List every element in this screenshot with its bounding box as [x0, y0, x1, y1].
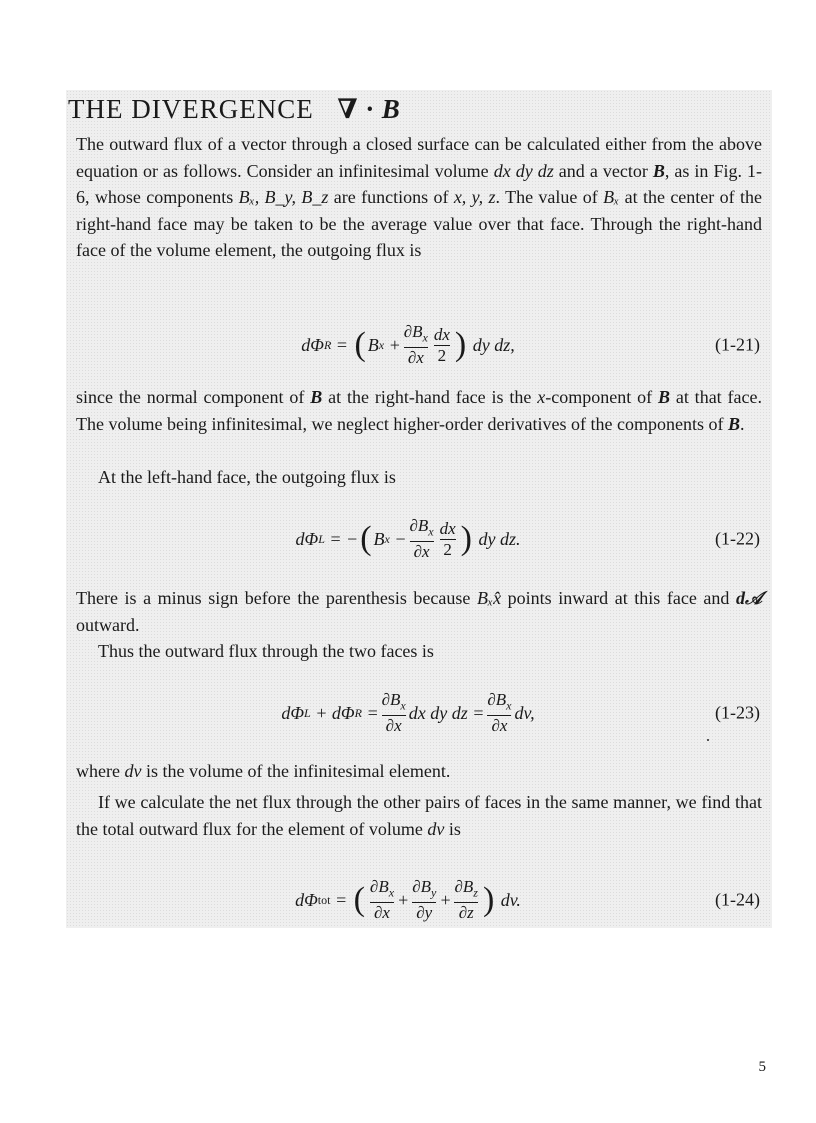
equation-1-24-body: dΦ tot = ( $\frac{\partial B_x}{\partial x}$ + $\frac{\partial B_y}{\partial y}$ + $\frac{\partial B_z}{\partial z}$ ) dv.: [295, 876, 521, 923]
equation-1-23-body: dΦ L + dΦ R = $\frac{\partial B_x}{\partial x}$ dx dy dz = $\frac{\partial B_x}{\partial x}$ dv,: [281, 689, 535, 736]
equation-1-22: [0, 509, 816, 569]
paragraph-4: There is a minus sign before the parenthesis because Bₓx̂ points inward at this face and d𝒜 outward.: [76, 588, 762, 635]
paragraph-7: If we calculate the net flux through the other pairs of faces in the same manner, we find that the total outward flux for the element of volume dv is: [76, 792, 762, 839]
equation-number: (1-24): [715, 889, 760, 910]
page-number: 5: [758, 1059, 766, 1075]
section-title: [68, 94, 401, 125]
equation-1-21-body: dΦ R = ( B x + $\frac{\partial B_x}{\partial x}$ $\frac{dx}{2}$ ) dy dz,: [301, 321, 515, 368]
scan-speck: [707, 739, 709, 741]
title-text: THE DIVERGENCE: [68, 94, 314, 124]
paragraph-6: where dv is the volume of the infinitesimal element.: [76, 761, 451, 781]
paragraph-5: Thus the outward flux through the two faces is: [98, 641, 434, 661]
equation-number: (1-22): [715, 528, 760, 549]
equation-1-24: [0, 870, 816, 930]
paragraph-2: since the normal component of B at the right-hand face is the x-component of B at that face. The volume being infinitesimal, we neglect higher-order derivatives of the components of B.: [76, 387, 763, 434]
paragraph-3: At the left-hand face, the outgoing flux is: [98, 467, 396, 487]
equation-1-23: [0, 683, 816, 743]
equation-number: (1-21): [715, 334, 760, 355]
equation-1-21: [0, 315, 816, 375]
equation-number: (1-23): [715, 702, 760, 723]
equation-1-22-body: dΦ L = − ( B x − $\frac{\partial B_x}{\partial x}$ $\frac{dx}{2}$ ) dy dz.: [295, 515, 521, 562]
paragraph-1: The outward flux of a vector through a closed surface can be calculated either from the above equation or as follows. Consider an infinitesimal volume dx dy dz and a vector B, as in Fig. 1-6, whose components Bₓ, B_y, B_z are functions of x, y, z. The value of Bₓ at the center of the right-hand face may be taken to be the average value over that face. Through the right-hand face of the volume element, the outgoing flux is: [76, 134, 763, 260]
title-operator: ∇ · B: [337, 94, 401, 124]
